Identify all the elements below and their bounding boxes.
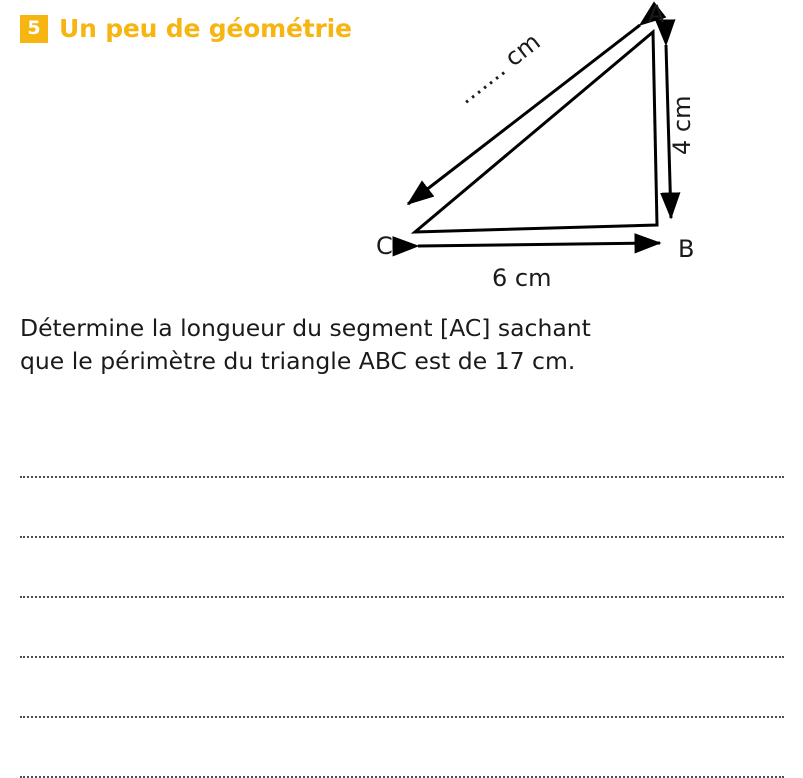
exercise-statement — [20, 312, 784, 379]
answer-line[interactable] — [20, 718, 784, 778]
exercise-header — [20, 14, 352, 43]
side-label-cb: 6 cm — [492, 264, 552, 290]
side-label-ab: 4 cm — [668, 95, 696, 155]
triangle-outline — [415, 32, 657, 232]
vertex-label-c: C — [376, 232, 393, 260]
statement-line-2: que le périmètre du triangle ABC est de 17 cm. — [20, 347, 576, 376]
measure-arrow-cb — [418, 243, 660, 246]
answer-area[interactable] — [20, 418, 784, 778]
triangle-figure — [360, 0, 790, 290]
answer-line[interactable] — [20, 478, 784, 538]
answer-line[interactable] — [20, 598, 784, 658]
answer-line[interactable] — [20, 538, 784, 598]
exercise-number-badge: 5 — [20, 15, 48, 43]
statement-line-1: Détermine la longueur du segment [AC] sachant — [20, 314, 591, 342]
side-label-ac: ....... cm — [451, 27, 546, 110]
answer-line[interactable] — [20, 658, 784, 718]
vertex-label-b: B — [678, 235, 695, 263]
triangle-diagram-svg — [360, 0, 790, 290]
answer-line[interactable] — [20, 418, 784, 478]
vertex-label-a: A — [648, 0, 665, 28]
exercise-title: Un peu de géométrie — [59, 14, 352, 43]
